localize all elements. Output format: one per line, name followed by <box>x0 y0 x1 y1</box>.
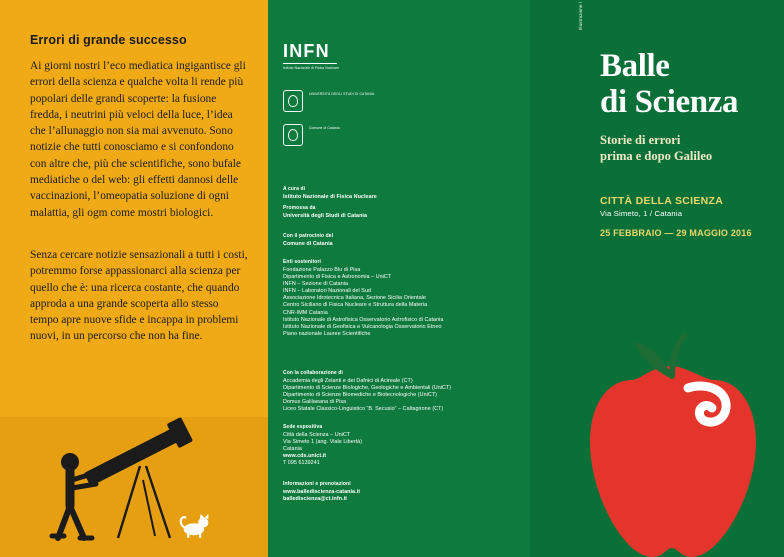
credit-line: Comune di Catania <box>283 241 333 247</box>
credit-patrocinio <box>283 233 513 248</box>
side-credit-text <box>578 21 583 30</box>
credit-heading: Enti sostenitori <box>283 259 321 265</box>
credit-a-cura-di <box>283 186 513 201</box>
credit-heading: Informazioni e prenotazioni <box>283 481 351 487</box>
left-paragraph-1: Ai giorni nostri l’eco mediatica ingigantisce gli errori della scienza e qualche volta li rende più popolari delle grandi scoperte: la fusione fredda, i neutrini più veloci della luce, l’idea che l’allunaggio non sia mai avvenuto. Sono notizie che tutti conosciamo e si confondono con altre che, più che scientifiche, sono bufale mediatiche o del web: gli effetti dannosi delle vaccinazioni, l’omeopatia soluzione di ogni malattia, gli ogm come mostri biologici. <box>30 60 246 219</box>
apple-illustration <box>560 330 784 557</box>
credit-email-link[interactable]: ballediscienza@ct.infn.it <box>283 496 348 503</box>
credit-heading: Con la collaborazione di <box>283 370 343 376</box>
credit-line: Istituto Nazionale di Astrofisica Osservatorio Astrofisico di Catania <box>283 316 444 323</box>
infn-logo <box>283 42 345 70</box>
credit-line: Associazione Idrotecnica Italiana, Sezione Sicilia Orientale <box>283 295 426 302</box>
credit-heading: Sede espositiva <box>283 424 323 430</box>
credit-line: Domus Galilaeana di Pisa <box>283 399 347 406</box>
credit-heading: Con il patrocinio del <box>283 233 334 239</box>
credit-line: Liceo Statale Classico-Linguistico “B. Secusio” – Caltagirone (CT) <box>283 406 444 413</box>
poster-subtitle <box>600 133 780 164</box>
credit-line: Dipartimento di Fisica e Astronomia – UniCT <box>283 274 392 281</box>
credit-line: Istituto Nazionale di Fisica Nucleare <box>283 194 377 200</box>
credit-heading: A cura di <box>283 186 306 192</box>
credit-sede-espositiva <box>283 424 513 467</box>
poster-subtitle-line-2: prima e dopo Galileo <box>600 148 713 163</box>
poster-title-line-2: di Scienza <box>600 84 739 120</box>
credit-website-link[interactable]: www.cds.unict.it <box>283 453 327 460</box>
infn-logo-word: INFN <box>283 41 330 61</box>
credit-line: Accademia degli Zelanti e dei Dafnici di Acireale (CT) <box>283 378 413 384</box>
poster-title <box>600 48 780 120</box>
comune-logo <box>283 124 403 148</box>
credit-enti-sostenitori <box>283 259 513 338</box>
credit-line: T 095 6139241 <box>283 460 320 467</box>
exhibition-dates: 25 FEBBRAIO — 29 MAGGIO 2016 <box>600 228 752 238</box>
credit-line: Fondazione Palazzo Blu di Pisa <box>283 267 361 273</box>
credit-line: Centro Siciliano di Fisica Nucleare e Struttura della Materia <box>283 302 428 309</box>
credit-promossa-da <box>283 205 513 220</box>
credit-line: Dipartimento di Scienze Biomediche e Biotecnologiche (UniCT) <box>283 392 438 399</box>
left-paragraph-2: Senza cercare notizie sensazionali a tutti i costi, potremmo forse appassionarci alla scienza per quello che è: una ricerca costante, che quando approda a una grande scoperta allo stesso tempo apre nuove sfide e incappa in problemi nuovi, in un percorso che non ha fine. <box>30 249 248 343</box>
venue-name: CITTÀ DELLA SCIENZA <box>600 195 724 207</box>
credit-line: CNR-IMM Catania <box>283 309 328 316</box>
infn-logo-subtitle: Istituto Nazionale di Fisica Nucleare <box>283 66 340 70</box>
comune-seal-icon <box>283 124 303 146</box>
credit-heading: Promossa da <box>283 205 316 211</box>
comune-logo-label: Comune di Catania <box>309 126 340 130</box>
credit-line: Istituto Nazionale di Geofisica e Vulcanologia Osservatorio Etneo <box>283 323 442 330</box>
left-panel-title: Errori di grande successo <box>30 33 187 47</box>
credit-line: Dipartimento di Scienze Biologiche, Geologiche e Ambientali (UniCT) <box>283 385 452 392</box>
unict-logo-label: UNIVERSITÀ DEGLI STUDI DI CATANIA <box>309 92 375 96</box>
credit-line: Università degli Studi di Catania <box>283 213 368 219</box>
credit-line: Piano nazionale Lauree Scientifiche <box>283 330 371 337</box>
venue-address: Via Simeto, 1 / Catania <box>600 209 683 218</box>
credit-collaborazione <box>283 370 513 413</box>
unict-logo <box>283 90 403 114</box>
credit-line: INFN – Sezione di Catania <box>283 281 349 288</box>
credit-informazioni <box>283 481 513 503</box>
telescope-illustration <box>22 410 222 550</box>
credit-website-link[interactable]: www.ballediscienza-catania.it <box>283 489 361 495</box>
unict-seal-icon <box>283 90 303 112</box>
credit-line: Città della Scienza – UniCT <box>283 432 351 438</box>
apple-body <box>590 366 756 557</box>
poster-title-line-1: Balle <box>600 48 670 84</box>
credit-line: Via Simeto 1 (ang. Viale Libertà) <box>283 439 363 446</box>
poster-subtitle-line-1: Storie di errori <box>600 133 681 147</box>
credit-line: INFN – Laboratori Nazionali del Sud <box>283 288 372 295</box>
infn-logo-rule <box>283 63 337 64</box>
credit-line: Catania <box>283 446 302 453</box>
